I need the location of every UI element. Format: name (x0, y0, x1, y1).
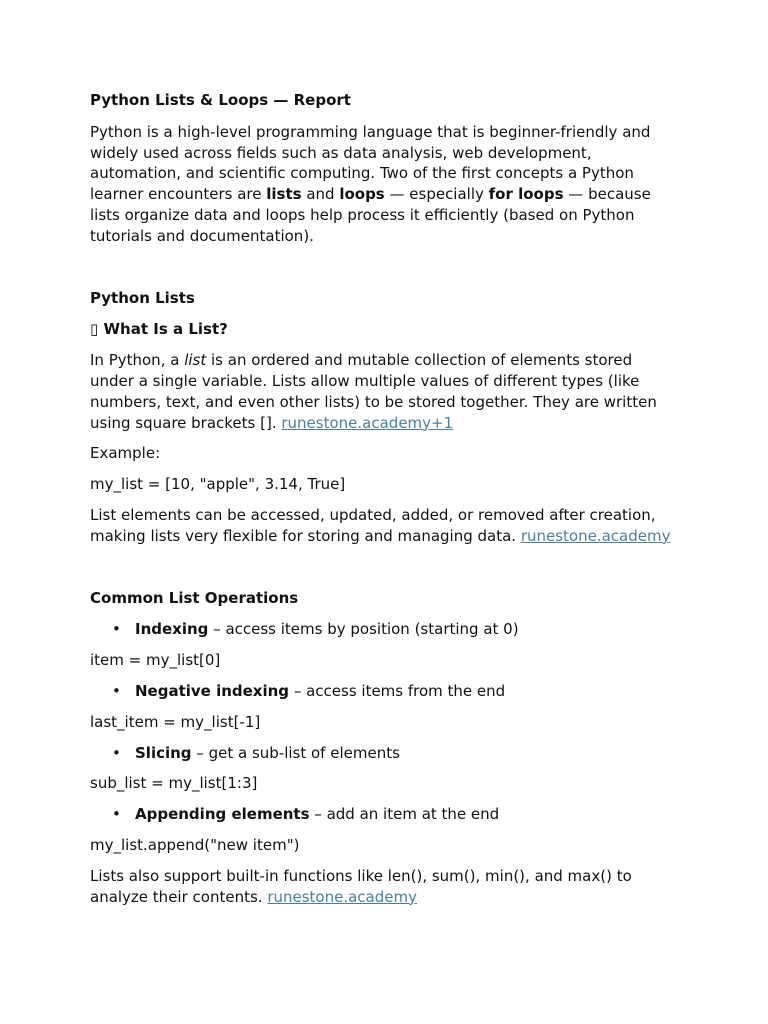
mutable-paragraph (90, 505, 680, 547)
definition-text-2: is an ordered and mutable collection of elements stored under a single variable. Lists allow multiple values of different types (like numbers, text, and even other lists) to be stored together. They are written using square brackets []. (90, 351, 657, 432)
bullet-icon: • (112, 681, 121, 700)
list-item (90, 743, 680, 764)
intro-paragraph (90, 122, 680, 247)
intro-text-4: — because lists organize data and loops help process it efficiently (based on Python tutorials and documentation). (90, 185, 651, 245)
intro-text-2: and (301, 185, 340, 204)
document-content (90, 90, 680, 907)
section-heading-python-lists: Python Lists (90, 288, 195, 307)
operation-description: – access items by position (starting at 0) (208, 620, 519, 639)
subheading-what-is-a-list (90, 319, 680, 340)
operation-name: Slicing (135, 743, 192, 762)
operation-bullet-4 (90, 804, 680, 825)
runestone-link-2[interactable]: runestone.academy (520, 526, 671, 545)
section-heading-operations: Common List Operations (90, 588, 299, 607)
operation-bullet-3 (90, 743, 680, 764)
box-icon: ▯ (90, 320, 99, 339)
example-label: Example: (90, 444, 161, 463)
intro-text-3: — especially (384, 185, 489, 204)
closing-text: Lists also support built-in functions like len(), sum(), min(), and max() to analyze their contents. (90, 866, 632, 906)
bullet-icon: • (112, 805, 121, 824)
example-code: my_list = [10, "apple", 3.14, True] (90, 475, 346, 494)
runestone-link-3[interactable]: runestone.academy (267, 887, 417, 906)
definition-italic-list: list (184, 351, 207, 370)
operation-code: my_list.append("new item") (90, 835, 300, 854)
subheading-text: What Is a List? (103, 320, 228, 339)
operation-code: last_item = my_list[-1] (90, 712, 261, 731)
report-title: Python Lists & Loops — Report (90, 91, 351, 109)
bullet-icon: • (112, 743, 121, 762)
list-definition-paragraph (90, 350, 680, 433)
intro-text-1: Python is a high-level programming language that is beginner-friendly and widely used across fields such as data analysis, web development, automation, and scientific computing. Two of the first concepts a Python learner encounters are (90, 122, 651, 204)
operation-name: Negative indexing (135, 681, 290, 700)
bullet-icon: • (112, 620, 121, 639)
list-item (90, 619, 680, 640)
intro-bold-loops: loops (339, 185, 385, 204)
runestone-link-1[interactable]: runestone.academy+1 (281, 413, 454, 432)
operation-name: Appending elements (135, 805, 310, 824)
definition-text-1: In Python, a (90, 351, 185, 370)
operation-name: Indexing (135, 620, 209, 639)
intro-bold-lists: lists (266, 185, 302, 204)
list-item (90, 804, 680, 825)
operation-description: – access items from the end (289, 681, 506, 700)
operation-description: – add an item at the end (309, 805, 500, 824)
list-item (90, 681, 680, 702)
operation-bullet-1 (90, 619, 680, 640)
operation-bullet-2 (90, 681, 680, 702)
operation-code: item = my_list[0] (90, 651, 221, 670)
closing-paragraph (90, 866, 680, 908)
operation-description: – get a sub-list of elements (191, 743, 400, 762)
intro-bold-for-loops: for loops (488, 185, 564, 204)
mutable-text: List elements can be accessed, updated, added, or removed after creation, making lists very flexible for storing and managing data. (90, 505, 656, 545)
operation-code: sub_list = my_list[1:3] (90, 774, 258, 793)
